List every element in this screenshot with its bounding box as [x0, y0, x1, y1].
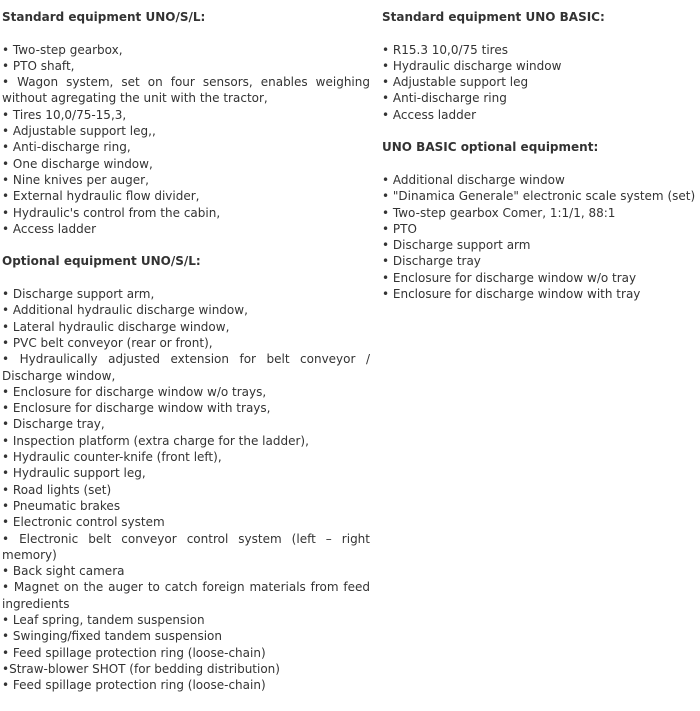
list-item: • Nine knives per auger,: [2, 172, 149, 187]
spacer: [382, 25, 698, 41]
standard-equipment-uno-basic-heading: Standard equipment UNO BASIC:: [382, 10, 605, 24]
spacer: [382, 156, 698, 172]
list-item: • Discharge support arm: [382, 238, 531, 253]
list-item: • Hydraulically adjusted extension for belt conveyor / Discharge window,: [2, 352, 370, 383]
optional-equipment-uno-heading: Optional equipment UNO/S/L:: [2, 254, 201, 269]
list-item: • Hydraulic counter-knife (front left),: [2, 450, 222, 465]
list-item: • Additional discharge window: [382, 172, 565, 187]
spacer: [2, 237, 370, 253]
list-item: • Road lights (set): [2, 482, 112, 497]
spacer: [2, 270, 370, 286]
list-item: • Enclosure for discharge window w/o tray: [382, 270, 637, 285]
list-item: • Inspection platform (extra charge for the ladder),: [2, 433, 309, 448]
standard-equipment-uno-list: [2, 42, 370, 238]
list-item: • Enclosure for discharge window w/o trays,: [2, 384, 267, 399]
list-item: • Adjustable support leg,,: [2, 124, 156, 139]
list-item: • Lateral hydraulic discharge window,: [2, 319, 230, 334]
list-item: • R15.3 10,0/75 tires: [382, 42, 508, 57]
list-item: • Discharge tray,: [2, 417, 105, 432]
list-item: • Adjustable support leg: [382, 75, 529, 90]
list-item: • Pneumatic brakes: [2, 498, 121, 513]
list-item: • PTO: [382, 221, 417, 236]
right-column: [382, 9, 698, 302]
spacer: [382, 123, 698, 139]
list-item: • Electronic control system: [2, 515, 165, 530]
list-item: • PVC belt conveyor (rear or front),: [2, 335, 213, 350]
spacer: [2, 25, 370, 41]
list-item: • Leaf spring, tandem suspension: [2, 612, 205, 627]
list-item: • Hydraulic's control from the cabin,: [2, 205, 221, 220]
list-item: • Discharge support arm,: [2, 287, 155, 302]
list-item: •Straw-blower SHOT (for bedding distribution): [2, 661, 280, 676]
standard-equipment-uno-heading: Standard equipment UNO/S/L:: [2, 10, 206, 24]
list-item: • Access ladder: [382, 107, 477, 122]
list-item: • Feed spillage protection ring (loose-chain): [2, 645, 266, 660]
list-item: • Wagon system, set on four sensors, enables weighing without agregating the unit with the tractor,: [2, 75, 370, 106]
list-item: • "Dinamica Generale" electronic scale system (set): [382, 189, 696, 204]
list-item: • Discharge tray: [382, 254, 481, 269]
list-item: • Two-step gearbox Comer, 1:1/1, 88:1: [382, 205, 616, 220]
list-item: • PTO shaft,: [2, 58, 75, 73]
list-item: • Back sight camera: [2, 564, 125, 579]
list-item: • Access ladder: [2, 221, 97, 236]
list-item: • Anti-discharge ring: [382, 91, 507, 106]
list-item: • Magnet on the auger to catch foreign materials from feed ingredients: [2, 580, 370, 611]
list-item: • Feed spillage protection ring (loose-chain): [2, 678, 266, 693]
list-item: • One discharge window,: [2, 156, 153, 171]
list-item: • Swinging/fixed tandem suspension: [2, 629, 223, 644]
list-item: • Hydraulic discharge window: [382, 58, 562, 73]
list-item: • Tires 10,0/75-15,3,: [2, 107, 127, 122]
list-item: • Enclosure for discharge window with tray: [382, 287, 641, 302]
list-item: • Electronic belt conveyor control system (left – right memory): [2, 531, 370, 562]
list-item: • Anti-discharge ring,: [2, 140, 131, 155]
list-item: • External hydraulic flow divider,: [2, 189, 200, 204]
list-item: • Additional hydraulic discharge window,: [2, 303, 248, 318]
list-item: • Two-step gearbox,: [2, 42, 123, 57]
list-item: • Enclosure for discharge window with trays,: [2, 401, 271, 416]
optional-equipment-uno-list: [2, 286, 370, 693]
left-column: [2, 9, 370, 693]
uno-basic-optional-heading: UNO BASIC optional equipment:: [382, 140, 599, 155]
list-item: • Hydraulic support leg,: [2, 466, 146, 481]
uno-basic-optional-list: [382, 172, 698, 302]
standard-equipment-uno-basic-list: [382, 42, 698, 123]
